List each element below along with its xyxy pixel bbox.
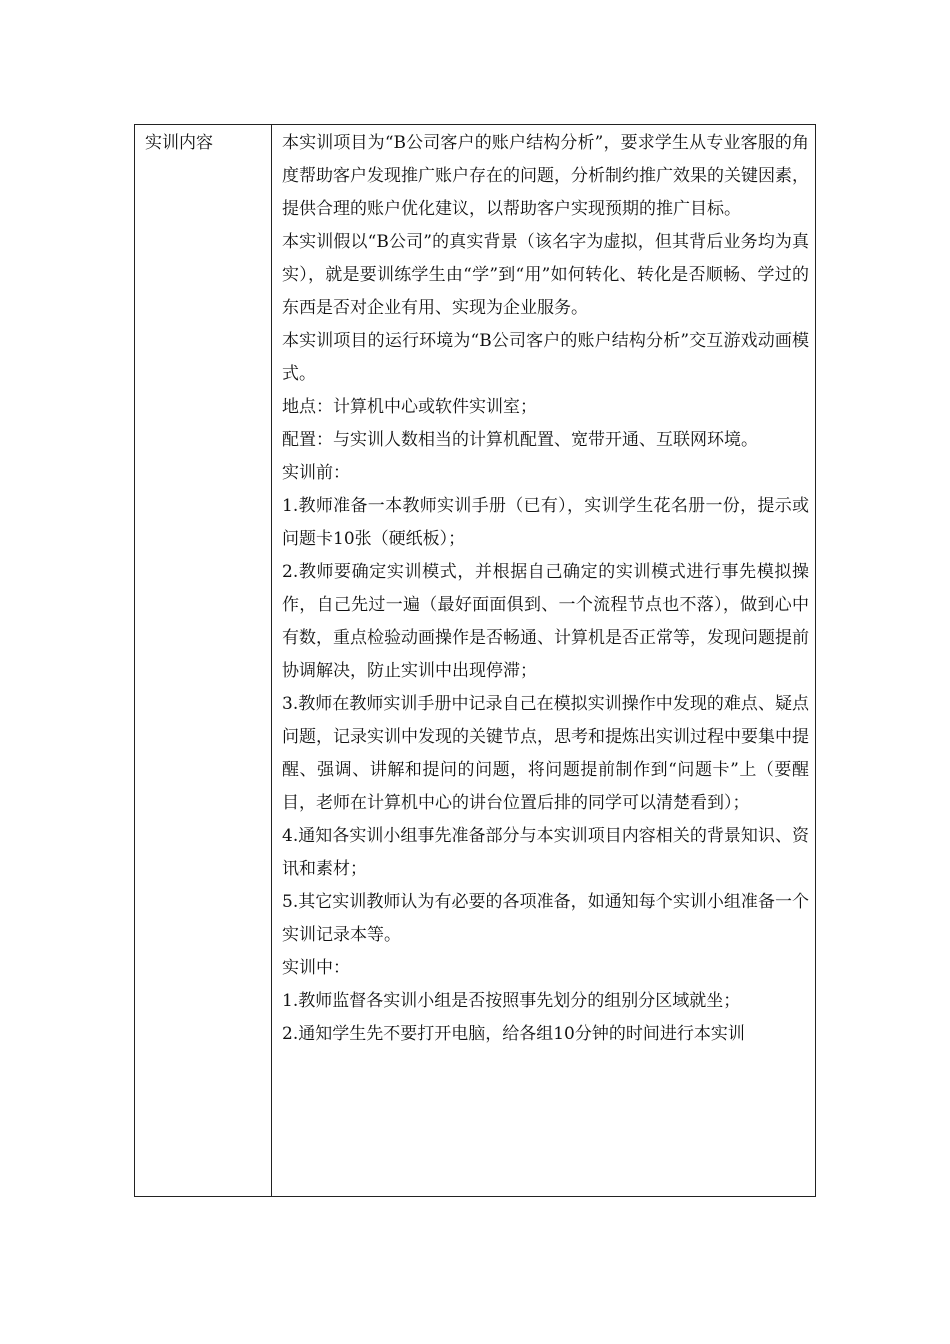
list-item: 2.通知学生先不要打开电脑，给各组10分钟的时间进行本实训: [282, 1024, 745, 1044]
list-item: 1.教师监督各实训小组是否按照事先划分的组别分区域就坐；: [282, 991, 741, 1011]
row-label: 实训内容: [145, 133, 213, 153]
table-label-cell: [135, 125, 272, 1196]
paragraph-configuration: 配置：与实训人数相当的计算机配置、宽带开通、互联网环境。: [282, 430, 758, 450]
list-item: 4.通知各实训小组事先准备部分与本实训项目内容相关的背景知识、资讯和素材；: [282, 826, 809, 879]
content-table: [134, 124, 816, 1197]
list-item: 1.教师准备一本教师实训手册（已有），实训学生花名册一份，提示或问题卡10张（硬纸板）；: [282, 496, 809, 549]
section-heading-before: 实训前：: [282, 463, 350, 483]
list-item: 2.教师要确定实训模式，并根据自己确定的实训模式进行事先模拟操作，自己先过一遍（最好面面俱到、一个流程节点也不落），做到心中有数，重点检验动画操作是否畅通、计算机是否正常等，发现问题提前协调解决，防止实训中出现停滞；: [282, 562, 809, 681]
list-item: 3.教师在教师实训手册中记录自己在模拟实训操作中发现的难点、疑点问题，记录实训中发现的关键节点，思考和提炼出实训过程中要集中提醒、强调、讲解和提问的问题，将问题提前制作到“问题卡”上（要醒目，老师在计算机中心的讲台位置后排的同学可以清楚看到）；: [282, 694, 809, 813]
paragraph-intro: 本实训项目为“B公司客户的账户结构分析”，要求学生从专业客服的角度帮助客户发现推广账户存在的问题，分析制约推广效果的关键因素，提供合理的账户优化建议，以帮助客户实现预期的推广目标。: [282, 133, 809, 219]
list-item: 5.其它实训教师认为有必要的各项准备，如通知每个实训小组准备一个实训记录本等。: [282, 892, 809, 945]
paragraph-background: 本实训假以“B公司”的真实背景（该名字为虚拟，但其背后业务均为真实），就是要训练学生由“学”到“用”如何转化、转化是否顺畅、学过的东西是否对企业有用、实现为企业服务。: [282, 232, 809, 318]
paragraph-location: 地点：计算机中心或软件实训室；: [282, 397, 537, 417]
section-heading-during: 实训中：: [282, 958, 350, 978]
table-content-cell: [272, 125, 815, 1196]
paragraph-environment: 本实训项目的运行环境为“B公司客户的账户结构分析”交互游戏动画模式。: [282, 331, 809, 384]
